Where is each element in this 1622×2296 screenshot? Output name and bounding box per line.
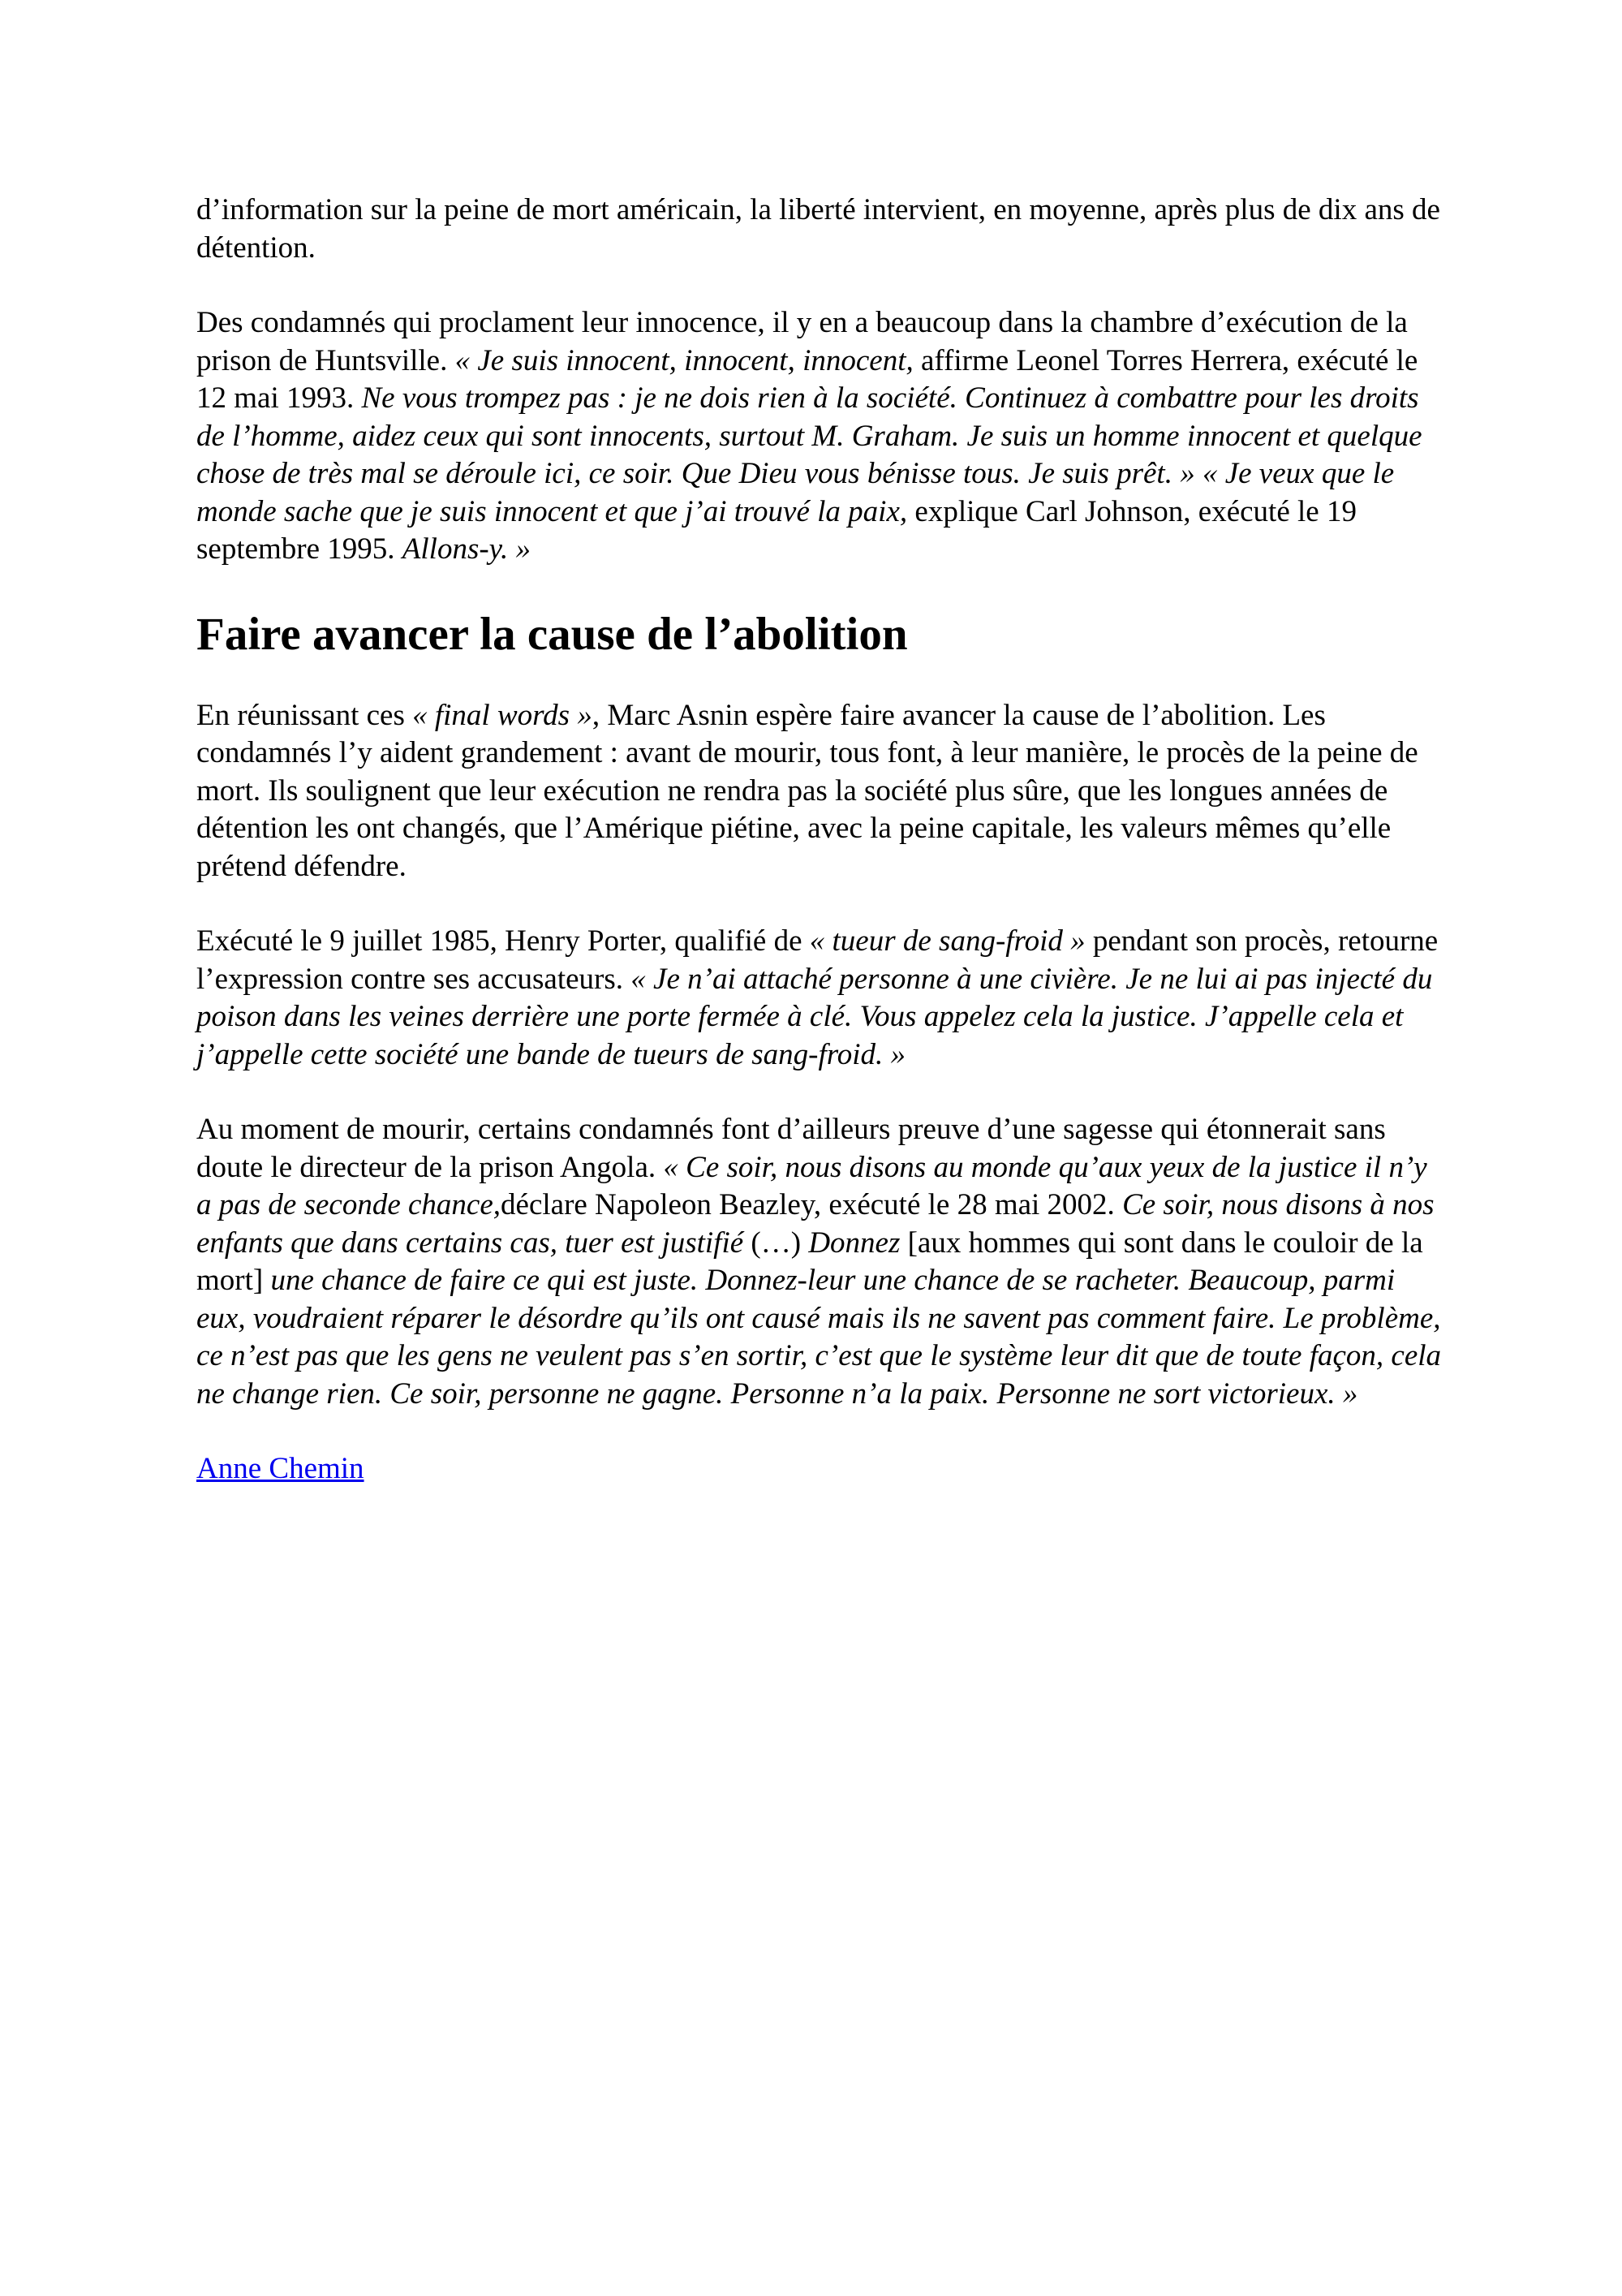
author-link[interactable]: Anne Chemin	[196, 1452, 364, 1485]
italic-quote-run: Allons-y. »	[402, 532, 531, 566]
section-heading: Faire avancer la cause de l’abolition	[196, 608, 908, 660]
text-run: explique Carl Johnson, exécuté le 19 septembre 1995.	[196, 494, 1357, 566]
author-byline	[196, 1450, 1446, 1488]
italic-quote-run: une chance de faire ce qui est juste. Donnez-leur une chance de se racheter. Beaucoup, parmi eux, voudraient réparer le désordre qu’ils ont causé mais ils ne savent pas comment faire. Le problème, ce n’est pas que les gens ne veulent pas s’en sortir, c’est que le système leur dit que de toute façon, cela ne change rien. Ce soir, personne ne gagne. Personne n’a la paix. Personne ne sort victorieux. »	[196, 1264, 1442, 1411]
italic-quote-run: « Je suis innocent, innocent, innocent,	[454, 343, 914, 377]
italic-quote-run: Ce soir, nous disons à nos enfants que dans certains cas, tuer est justifié	[196, 1188, 1435, 1260]
italic-quote-run: « tueur de sang-froid »	[809, 924, 1086, 958]
paragraph-final-words	[196, 697, 1446, 886]
italic-quote-run: Ne vous trompez pas : je ne dois rien à la société. Continuez à combattre pour les droits de l’homme, aidez ceux qui sont innocents, surtout M. Graham. Je suis un homme innocent et quelque chose de très mal se déroule ici, ce soir. Que Dieu vous bénisse tous. Je suis prêt. » « Je veux que le monde sache que je suis innocent et que j’ai trouvé la paix,	[196, 381, 1422, 528]
paragraph-henry-porter	[196, 923, 1446, 1074]
paragraph-napoleon-beazley	[196, 1111, 1446, 1413]
text-run: Exécuté le 9 juillet 1985, Henry Porter, qualifié de	[196, 924, 810, 958]
text-run: d’information sur la peine de mort américain, la liberté intervient, en moyenne, après plus de dix ans de détention.	[196, 193, 1440, 265]
paragraph-innocence-claims	[196, 304, 1446, 569]
text-run: Des condamnés qui proclament leur innocence, il y en a beaucoup dans la chambre d’exécution de la prison de Huntsville.	[196, 306, 1408, 377]
italic-quote-run: « final words »	[412, 698, 592, 732]
article-body	[196, 192, 1446, 1488]
text-run: , Marc Asnin espère faire avancer la cause de l’abolition. Les condamnés l’y aident grandement : avant de mourir, tous font, à leur manière, le procès de la peine de mort. Ils soulignent que leur exécution ne rendra pas la société plus sûre, que les longues années de détention les ont changés, que l’Amérique piétine, avec la peine capitale, les valeurs mêmes qu’elle prétend défendre.	[196, 698, 1418, 883]
text-run: (…)	[743, 1226, 809, 1260]
text-run: affirme Leonel Torres Herrera, exécuté le 12 mai 1993.	[196, 343, 1418, 415]
italic-quote-run: « Je n’ai attaché personne à une civière. Je ne lui ai pas injecté du poison dans les veines derrière une porte fermée à clé. Vous appelez cela la justice. J’appelle cela et j’appelle cette société une bande de tueurs de sang-froid. »	[196, 962, 1433, 1071]
paragraph-detention-stats	[196, 192, 1446, 267]
text-run: En réunissant ces	[196, 698, 413, 732]
text-run: [aux hommes qui sont dans le couloir de la mort]	[196, 1226, 1423, 1297]
text-run: pendant son procès, retourne l’expression contre ses accusateurs.	[196, 924, 1439, 996]
italic-quote-run: « Ce soir, nous disons au monde qu’aux yeux de la justice il n’y a pas de seconde chance,	[196, 1150, 1427, 1221]
text-run: Au moment de mourir, certains condamnés font d’ailleurs preuve d’une sagesse qui étonnerait sans doute le directeur de la prison Angola.	[196, 1113, 1386, 1184]
italic-quote-run: Donnez	[808, 1226, 901, 1260]
text-run: déclare Napoleon Beazley, exécuté le 28 mai 2002.	[501, 1188, 1123, 1221]
